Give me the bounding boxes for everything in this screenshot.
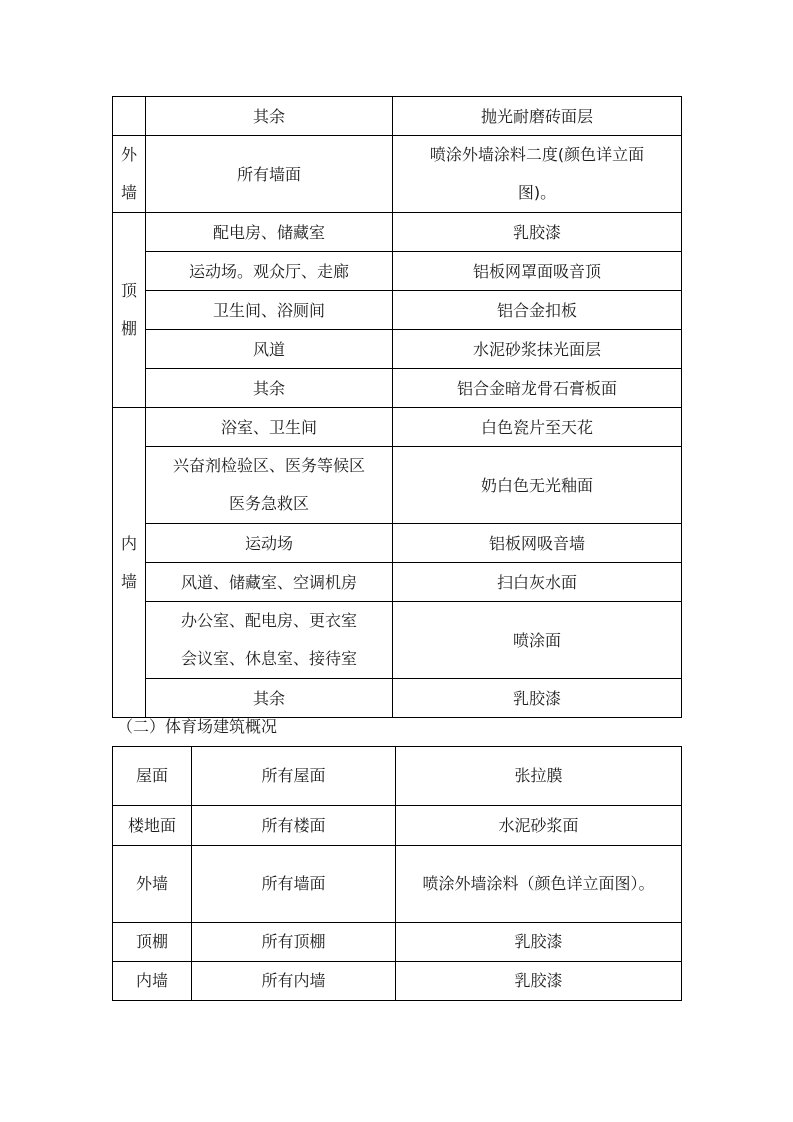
- finish-cell: 喷涂面: [393, 602, 682, 679]
- category-cell-exterior-wall: 外 墙: [113, 136, 146, 213]
- table-row: [113, 602, 682, 679]
- finish-cell: 水泥砂浆面: [396, 806, 682, 846]
- part-cell: 顶棚: [113, 923, 192, 962]
- table-row: [113, 962, 682, 1001]
- table-row: [113, 252, 682, 291]
- stadium-overview-table: [112, 746, 682, 1001]
- finish-cell: 奶白色无光釉面: [393, 447, 682, 524]
- location-cell: 办公室、配电房、更衣室 会议室、休息室、接待室: [146, 602, 393, 679]
- table-row: [113, 447, 682, 524]
- part-cell: 内墙: [113, 962, 192, 1001]
- finish-cell: 铝板网罩面吸音顶: [393, 252, 682, 291]
- table-row: [113, 923, 682, 962]
- location-cell: 所有内墙: [192, 962, 396, 1001]
- location-cell: 其余: [146, 679, 393, 718]
- table-row: [113, 291, 682, 330]
- location-cell: 所有屋面: [192, 747, 396, 806]
- finish-cell: 白色瓷片至天花: [393, 408, 682, 447]
- finish-cell: 扫白灰水面: [393, 563, 682, 602]
- location-cell: 风道: [146, 330, 393, 369]
- finish-cell: 乳胶漆: [396, 923, 682, 962]
- location-cell: 所有墙面: [192, 846, 396, 923]
- location-cell: 运动场: [146, 524, 393, 563]
- finish-schedule-table: [112, 96, 682, 718]
- finish-cell: 乳胶漆: [393, 679, 682, 718]
- location-cell: 配电房、储藏室: [146, 213, 393, 252]
- table-row: [113, 213, 682, 252]
- table-row: [113, 369, 682, 408]
- finish-cell: 铝板网吸音墙: [393, 524, 682, 563]
- finish-cell: 喷涂外墙涂料（颜色详立面图）。: [396, 846, 682, 923]
- finish-cell: 铝合金暗龙骨石膏板面: [393, 369, 682, 408]
- part-cell: 楼地面: [113, 806, 192, 846]
- location-cell: 风道、储藏室、空调机房: [146, 563, 393, 602]
- finish-cell: 抛光耐磨砖面层: [393, 97, 682, 136]
- finish-cell: 乳胶漆: [393, 213, 682, 252]
- table-row: [113, 136, 682, 213]
- location-cell: 所有墙面: [146, 136, 393, 213]
- table-row: [113, 846, 682, 923]
- finish-cell: 乳胶漆: [396, 962, 682, 1001]
- finish-cell: 张拉膜: [396, 747, 682, 806]
- category-cell: [113, 97, 146, 136]
- part-cell: 外墙: [113, 846, 192, 923]
- location-cell: 其余: [146, 369, 393, 408]
- location-cell: 所有顶棚: [192, 923, 396, 962]
- location-cell: 卫生间、浴厕间: [146, 291, 393, 330]
- finish-cell: 铝合金扣板: [393, 291, 682, 330]
- table-row: [113, 679, 682, 718]
- table-row: [113, 330, 682, 369]
- category-cell-interior-wall: 内 墙: [113, 408, 146, 718]
- part-cell: 屋面: [113, 747, 192, 806]
- location-cell: 所有楼面: [192, 806, 396, 846]
- location-cell: 运动场。观众厅、走廊: [146, 252, 393, 291]
- location-cell: 其余: [146, 97, 393, 136]
- finish-cell: 喷涂外墙涂料二度(颜色详立面 图)。: [393, 136, 682, 213]
- location-cell: 兴奋剂检验区、医务等候区 医务急救区: [146, 447, 393, 524]
- table-row: [113, 524, 682, 563]
- table-row: [113, 806, 682, 846]
- table-row: [113, 563, 682, 602]
- table-row: [113, 408, 682, 447]
- category-cell-ceiling: 顶 棚: [113, 213, 146, 408]
- section-heading: （二）体育场建筑概况: [117, 717, 278, 736]
- finish-cell: 水泥砂浆抹光面层: [393, 330, 682, 369]
- table-row: [113, 747, 682, 806]
- table-row: [113, 97, 682, 136]
- location-cell: 浴室、卫生间: [146, 408, 393, 447]
